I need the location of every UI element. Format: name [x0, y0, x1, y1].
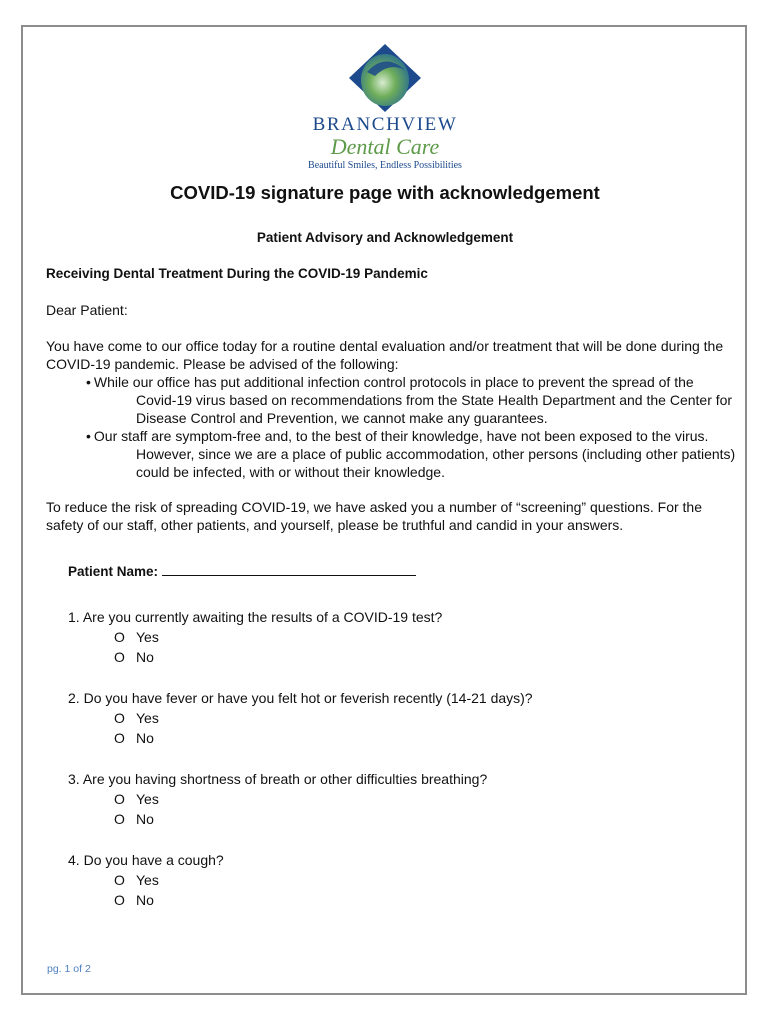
screening-paragraph: To reduce the risk of spreading COVID-19, we have asked you a number of “screening” questions. For the safety of our staff, other patients, and yourself, please be truthful and candid in your answers. [46, 499, 703, 533]
intro-paragraph: You have come to our office today for a routine dental evaluation and/or treatment that will be done during the COVID-19 pandemic. Please be advised of the following: [46, 338, 724, 372]
patient-name-label: Patient Name: [68, 564, 159, 579]
page-number: pg. 1 of 2 [47, 963, 91, 975]
question-text: Do you have a cough? [83, 852, 224, 868]
question-text: Are you currently awaiting the results of a COVID-19 test? [82, 609, 443, 625]
bullet-item: • While our office has put additional infection control protocols in place to prevent the spread of the Covid-19 virus based on recommendations from the State Health Department and the Center for Disease Control and Prevention, we cannot make any guarantees. [86, 374, 733, 426]
logo-subname: Dental Care [330, 134, 440, 159]
question-text: Do you have fever or have you felt hot or feverish recently (14-21 days)? [83, 690, 533, 706]
radio-circle-icon[interactable]: O [114, 811, 125, 827]
page-subtitle: Patient Advisory and Acknowledgement [256, 230, 514, 245]
screening-questions [68, 607, 748, 931]
branchview-logo [297, 42, 473, 172]
question-4: 4. Do you have a cough? O Yes O No [68, 850, 748, 931]
option-yes[interactable]: O Yes [114, 629, 159, 645]
patient-name-blank[interactable] [162, 563, 416, 576]
radio-circle-icon[interactable]: O [114, 730, 125, 746]
page-title: COVID-19 signature page with acknowledgement [170, 182, 600, 203]
option-no[interactable]: O No [114, 649, 154, 665]
option-no[interactable]: O No [114, 811, 154, 827]
radio-circle-icon[interactable]: O [114, 649, 125, 665]
option-yes[interactable]: O Yes [114, 791, 159, 807]
option-yes[interactable]: O Yes [114, 872, 159, 888]
patient-name-field[interactable] [68, 563, 416, 581]
radio-circle-icon[interactable]: O [114, 872, 125, 888]
option-yes[interactable]: O Yes [114, 710, 159, 726]
greeting: Dear Patient: [46, 302, 128, 318]
logo-tagline: Beautiful Smiles, Endless Possibilities [308, 160, 462, 171]
option-no[interactable]: O No [114, 892, 154, 908]
logo-emblem-icon [345, 42, 425, 114]
radio-circle-icon[interactable]: O [114, 710, 125, 726]
bullet-item: • Our staff are symptom-free and, to the best of their knowledge, have not been exposed to the virus. However, since we are a place of public accommodation, other persons (including other patients) could be infected, with or without their knowledge. [86, 428, 736, 480]
question-3: 3. Are you having shortness of breath or other difficulties breathing? O Yes O No [68, 769, 748, 850]
radio-circle-icon[interactable]: O [114, 791, 125, 807]
question-text: Are you having shortness of breath or other difficulties breathing? [82, 771, 488, 787]
section-heading: Receiving Dental Treatment During the COVID-19 Pandemic [46, 266, 428, 281]
radio-circle-icon[interactable]: O [114, 629, 125, 645]
option-no[interactable]: O No [114, 730, 154, 746]
question-1: 1. Are you currently awaiting the results of a COVID-19 test? O Yes O No [68, 607, 748, 688]
logo-name: BRANCHVIEW [312, 114, 458, 135]
advisory-bullets [86, 373, 736, 481]
question-2: 2. Do you have fever or have you felt hot or feverish recently (14-21 days)? O Yes O No [68, 688, 748, 769]
radio-circle-icon[interactable]: O [114, 892, 125, 908]
